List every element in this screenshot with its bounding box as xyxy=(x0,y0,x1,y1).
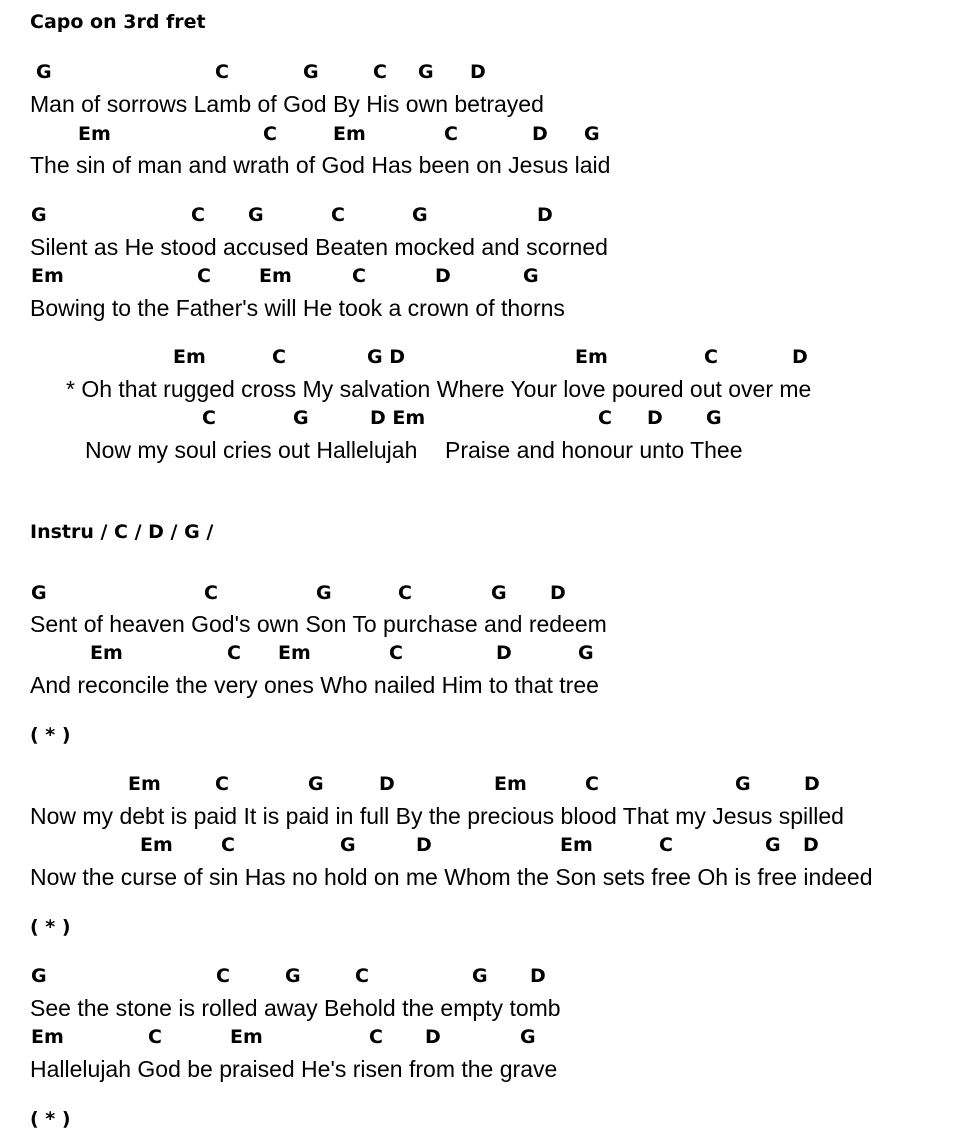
chord: C xyxy=(373,61,387,83)
chord: D xyxy=(425,1026,441,1048)
chord: C xyxy=(598,407,612,429)
chord: Em xyxy=(230,1026,263,1048)
chord: G xyxy=(523,265,539,287)
chord: C xyxy=(204,582,218,604)
chord: G xyxy=(472,965,488,987)
chord: D xyxy=(792,346,808,368)
chord: D xyxy=(379,773,395,795)
chord: Em xyxy=(140,834,173,856)
chord: C xyxy=(148,1026,162,1048)
chord: D xyxy=(470,61,486,83)
chord: G xyxy=(293,407,309,429)
chord: C xyxy=(215,773,229,795)
chord: Em xyxy=(31,265,64,287)
chord: C xyxy=(331,204,345,226)
chord: D xyxy=(550,582,566,604)
chord: Em xyxy=(31,1026,64,1048)
capo-note: Capo on 3rd fret xyxy=(30,11,206,33)
chord: D Em xyxy=(370,407,426,429)
lyric-line: Now the curse of sin Has no hold on me Whom the Son sets free Oh is free indeed xyxy=(30,864,873,890)
chord: G xyxy=(412,204,428,226)
chord: C xyxy=(355,965,369,987)
chord: C xyxy=(197,265,211,287)
lyric-line: The sin of man and wrath of God Has been on Jesus laid xyxy=(30,152,611,178)
chorus-marker: ( * ) xyxy=(30,724,71,746)
chord: C xyxy=(352,265,366,287)
chord: Em xyxy=(575,346,608,368)
chord: Em xyxy=(560,834,593,856)
chorus-marker: ( * ) xyxy=(30,916,71,938)
chord: Em xyxy=(90,642,123,664)
chord: D xyxy=(804,773,820,795)
chord: G D xyxy=(367,346,405,368)
lyric-line: Sent of heaven God's own Son To purchase and redeem xyxy=(30,611,607,637)
chord: D xyxy=(532,123,548,145)
instrumental-line: Instru / C / D / G / xyxy=(30,521,214,543)
chord: D xyxy=(530,965,546,987)
lyric-line: Man of sorrows Lamb of God By His own betrayed xyxy=(30,91,544,117)
chord: C xyxy=(389,642,403,664)
chord: D xyxy=(416,834,432,856)
chord: Em xyxy=(173,346,206,368)
chord: G xyxy=(31,965,47,987)
chord: G xyxy=(735,773,751,795)
chord: C xyxy=(263,123,277,145)
chord: Em xyxy=(494,773,527,795)
chord: G xyxy=(418,61,434,83)
chord: C xyxy=(202,407,216,429)
chord: G xyxy=(308,773,324,795)
chord: Em xyxy=(78,123,111,145)
chord: Em xyxy=(259,265,292,287)
chord: G xyxy=(578,642,594,664)
chord: G xyxy=(520,1026,536,1048)
chord: D xyxy=(435,265,451,287)
lyric-line: Hallelujah God be praised He's risen from the grave xyxy=(30,1056,558,1082)
chord: C xyxy=(369,1026,383,1048)
chord: G xyxy=(584,123,600,145)
lyric-line: Now my soul cries out Hallelujah xyxy=(85,437,418,463)
chord: G xyxy=(285,965,301,987)
lyric-line: Silent as He stood accused Beaten mocked and scorned xyxy=(30,234,608,260)
chord: D xyxy=(803,834,819,856)
chord: C xyxy=(585,773,599,795)
chord: C xyxy=(444,123,458,145)
lyric-line: Now my debt is paid It is paid in full By the precious blood That my Jesus spilled xyxy=(30,803,844,829)
chord: Em xyxy=(333,123,366,145)
lyric-line: Praise and honour unto Thee xyxy=(445,437,743,463)
chord: G xyxy=(31,204,47,226)
chord: C xyxy=(704,346,718,368)
chorus-marker: ( * ) xyxy=(30,1108,71,1130)
chord: C xyxy=(272,346,286,368)
chord: C xyxy=(398,582,412,604)
chord: G xyxy=(303,61,319,83)
lyric-line: And reconcile the very ones Who nailed Him to that tree xyxy=(30,672,599,698)
chord: C xyxy=(216,965,230,987)
chord: C xyxy=(221,834,235,856)
chord: Em xyxy=(128,773,161,795)
chord: C xyxy=(659,834,673,856)
chord: G xyxy=(31,582,47,604)
chord: G xyxy=(36,61,52,83)
chord: C xyxy=(191,204,205,226)
chord: G xyxy=(491,582,507,604)
chord: G xyxy=(340,834,356,856)
chord: G xyxy=(765,834,781,856)
chord: G xyxy=(706,407,722,429)
lyric-line: See the stone is rolled away Behold the empty tomb xyxy=(30,995,561,1021)
chord: G xyxy=(248,204,264,226)
lyric-line: * Oh that rugged cross My salvation Where Your love poured out over me xyxy=(66,376,812,402)
chord: C xyxy=(215,61,229,83)
chord: D xyxy=(647,407,663,429)
chord: Em xyxy=(278,642,311,664)
chord: C xyxy=(227,642,241,664)
lyric-line: Bowing to the Father's will He took a crown of thorns xyxy=(30,295,565,321)
chord: D xyxy=(537,204,553,226)
chord: G xyxy=(316,582,332,604)
chord: D xyxy=(496,642,512,664)
